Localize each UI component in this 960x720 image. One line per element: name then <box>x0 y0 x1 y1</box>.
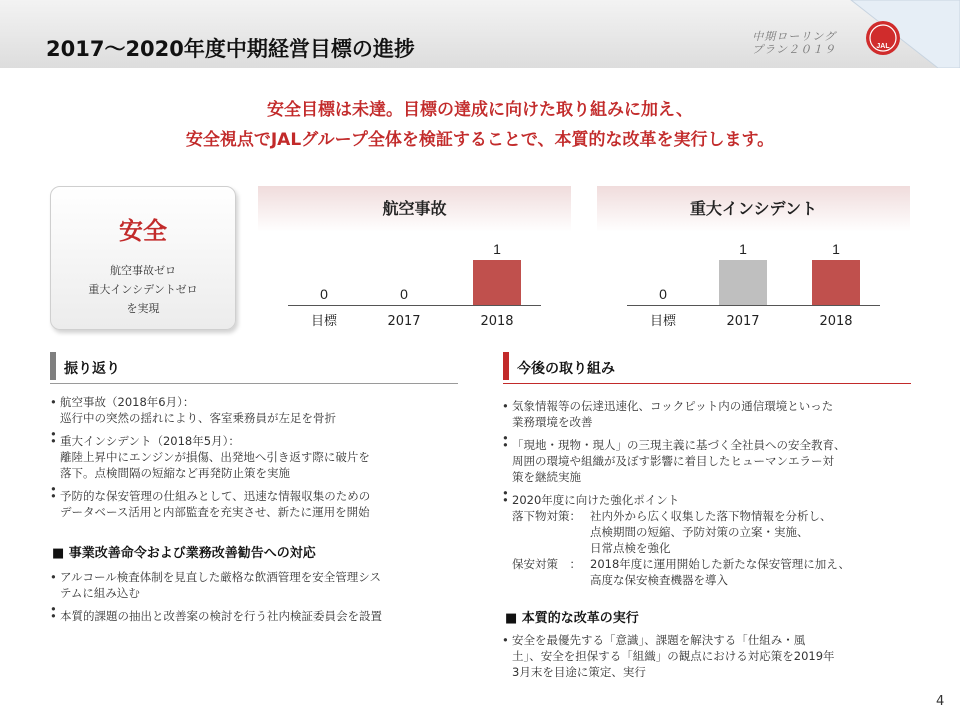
list-item: • 2020年度に向けた強化ポイント 落下物対策： 社内外から広く収集した落下物情報を分析し、 点検期間の短縮、予防対策の立案・実施、 日常点検を強化 保安対策 ： 2018年度に運用開始した新たな保安管理に加え、 高度な保安検査機器を導入 <box>502 492 922 588</box>
list-spacer <box>502 430 922 437</box>
data-label: 1 <box>739 241 747 257</box>
review-list <box>50 394 462 520</box>
list-item: • 「現地・現物・現人」の三現主義に基づく全社員への安全教育、 周囲の環境や組織が及ぼす影響に着目したヒューマンエラー対 策を継続実施 <box>502 437 922 485</box>
chart-accidents <box>258 186 571 332</box>
logo-text: JAL <box>876 43 890 50</box>
bar <box>812 260 860 305</box>
chart-incidents <box>597 186 910 332</box>
list-spacer <box>50 601 462 608</box>
category-label: 2017 <box>387 314 421 329</box>
review-subheading: ■ 事業改善命令および業務改善勧告への対応 <box>52 546 316 561</box>
chart-title-accidents: 航空事故 <box>382 199 447 218</box>
page-number: 4 <box>936 694 945 709</box>
safety-desc-line2: 重大インシデントゼロ <box>88 283 198 296</box>
chart-title-incidents: 重大インシデント <box>689 199 818 218</box>
bar <box>719 260 767 305</box>
data-label: 0 <box>400 286 408 302</box>
list-item: • 重大インシデント（2018年5月）： 離陸上昇中にエンジンが損傷、出発地へ引き返す際に破片を 落下。点検間隔の短縮など再発防止策を実施 <box>50 433 462 481</box>
safety-card-description <box>51 261 235 318</box>
measure-row-security: 保安対策 ： 2018年度に運用開始した新たな保安管理に加え、 高度な保安検査機器を導入 <box>512 557 850 587</box>
review-list-2 <box>50 569 462 624</box>
headline-line2: 安全視点でJALグループ全体を検証することで、本質的な改革を実行します。 <box>185 130 775 150</box>
data-label: 1 <box>493 241 501 257</box>
data-label: 0 <box>659 286 667 302</box>
headline-line1: 安全目標は未達。目標の達成に向けた取り組みに加え、 <box>266 100 694 120</box>
review-section-bar <box>50 352 56 380</box>
list-item: • 気象情報等の伝達迅速化、コックピット内の通信環境といった 業務環境を改善 <box>502 398 922 430</box>
review-underline <box>50 383 458 384</box>
list-item: • 予防的な保安管理の仕組みとして、迅速な情報収集のための データベース活用と内部監査を充実させ、新たに運用を開始 <box>50 488 462 520</box>
list-spacer <box>50 426 462 433</box>
list-spacer <box>50 481 462 488</box>
safety-card <box>50 186 236 330</box>
chart-panel-accidents <box>258 186 571 332</box>
future-section-bar <box>503 352 509 380</box>
category-label: 目標 <box>649 314 677 329</box>
list-item: • 安全を最優先する「意識」、課題を解決する「仕組み・風 土」、安全を担保する「組織」の観点における対応策を2019年 3月末を目途に策定、実行 <box>502 632 922 680</box>
category-label: 2018 <box>480 314 514 329</box>
category-label: 2017 <box>726 314 760 329</box>
bar <box>473 260 521 305</box>
future-subheading: ■ 本質的な改革の実行 <box>505 611 639 626</box>
category-label: 2018 <box>819 314 853 329</box>
plan-tag-line2: プラン２０１９ <box>752 43 836 56</box>
jal-tail-logo <box>843 0 960 68</box>
plan-tag <box>742 30 836 56</box>
list-item: • アルコール検査体制を見直した厳格な飲酒管理を安全管理シス テムに組み込む <box>50 569 462 601</box>
list-item: • 航空事故（2018年6月）： 巡行中の突然の揺れにより、客室乗務員が左足を骨折 <box>50 394 462 426</box>
data-label: 0 <box>320 286 328 302</box>
chart-panel-incidents <box>597 186 910 332</box>
safety-desc-line3: を実現 <box>126 302 160 315</box>
future-heading: 今後の取り組み <box>517 361 615 377</box>
measure-row-falling-objects: 落下物対策： 社内外から広く収集した落下物情報を分析し、 点検期間の短縮、予防対策の立案・実施、 日常点検を強化 <box>512 509 832 555</box>
future-underline <box>503 383 911 384</box>
page-title: 2017～2020年度中期経営目標の進捗 <box>46 37 415 61</box>
headline <box>0 95 960 155</box>
safety-desc-line1: 航空事故ゼロ <box>110 264 176 277</box>
review-heading: 振り返り <box>64 361 120 377</box>
plan-tag-line1: 中期ローリング <box>752 30 836 43</box>
category-label: 目標 <box>310 314 338 329</box>
safety-card-title: 安全 <box>119 217 167 245</box>
list-spacer <box>502 485 922 492</box>
future-list <box>502 398 922 588</box>
list-item: • 本質的課題の抽出と改善案の検討を行う社内検証委員会を設置 <box>50 608 462 624</box>
data-label: 1 <box>832 241 840 257</box>
future-list-2 <box>502 632 922 680</box>
